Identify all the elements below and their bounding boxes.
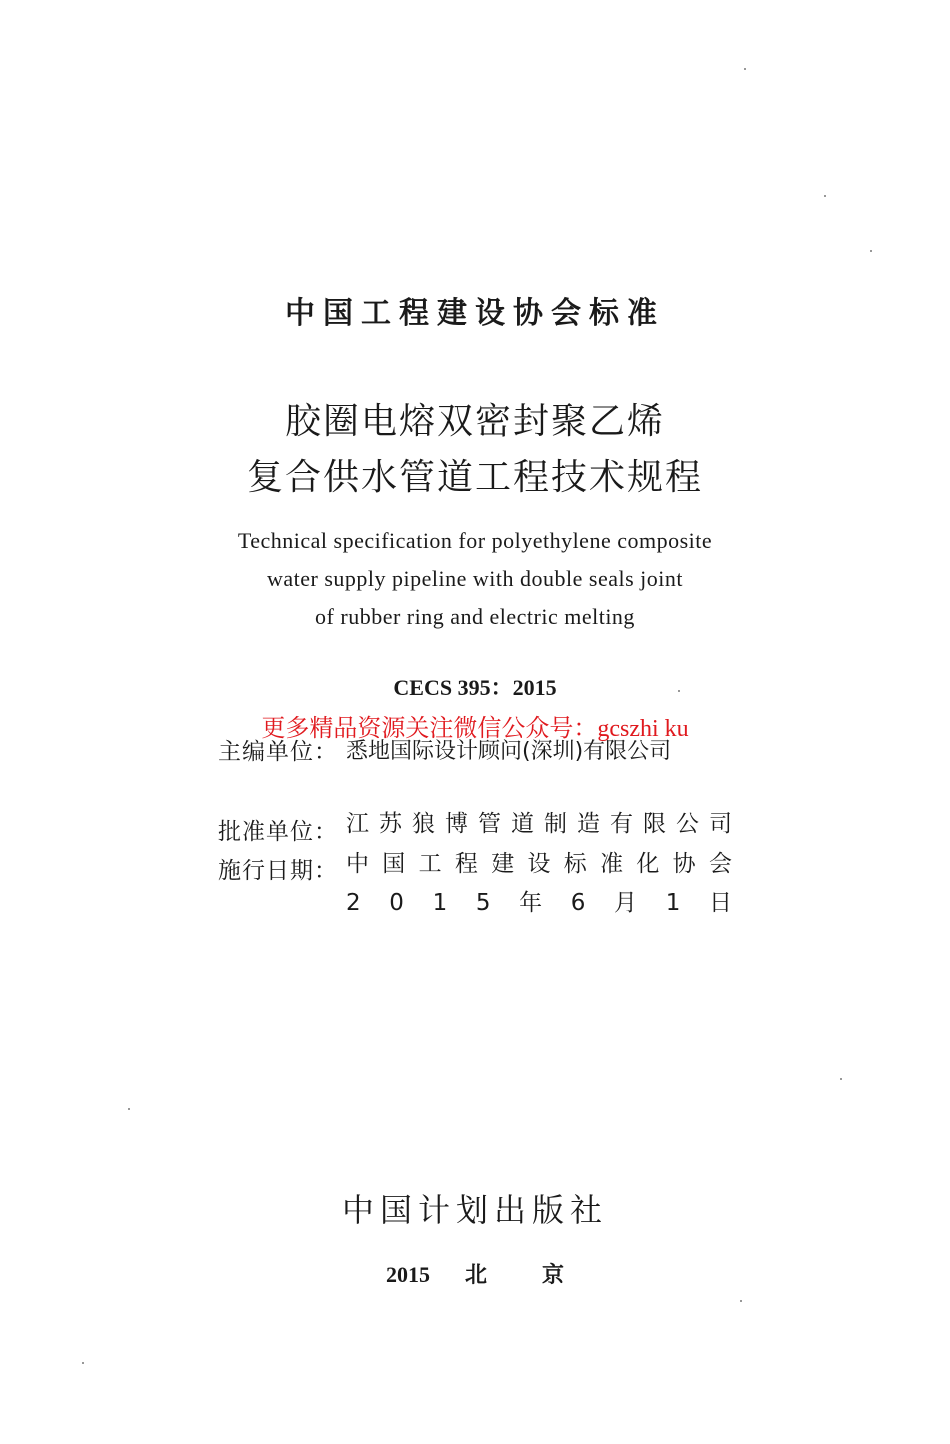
effective-date: 2 0 1 5 年 6 月 1 日 — [346, 890, 732, 916]
title-en-line-3: of rubber ring and electric melting — [315, 604, 635, 629]
title-cn-line-1: 胶圈电熔双密封聚乙烯 — [284, 401, 665, 442]
title-en-line-1: Technical specification for polyethylene composite — [237, 528, 713, 553]
editor-2: 江 苏 狼 博 管 道 制 造 有 限 公 司 — [346, 811, 732, 837]
pub-city-2: 京 — [542, 1262, 565, 1287]
scan-speck — [678, 690, 680, 692]
date-label: 施行日期： — [218, 858, 338, 884]
standard-code: CECS 395：2015 — [393, 675, 557, 700]
title-cn-line-2: 复合供水管道工程技术规程 — [246, 457, 703, 498]
title-en-line-2: water supply pipeline with double seals joint — [267, 566, 683, 591]
pub-city-1: 北 — [464, 1262, 487, 1287]
scan-speck — [82, 1362, 84, 1364]
approval-label: 批准单位： — [218, 819, 338, 845]
editors-label: 主编单位： — [218, 739, 338, 765]
editor-1: 悉地国际设计顾问(深圳)有限公司 — [346, 739, 672, 764]
scan-speck — [744, 68, 746, 70]
scan-speck — [128, 1108, 130, 1110]
scan-speck — [840, 1078, 842, 1080]
association-title: 中国工程建设协会标准 — [285, 296, 665, 331]
publisher: 中国计划出版社 — [341, 1191, 608, 1229]
scan-speck — [824, 195, 826, 197]
approval-unit: 中 国 工 程 建 设 标 准 化 协 会 — [346, 851, 732, 877]
publication-place — [0, 1258, 950, 1289]
pub-year: 2015 — [385, 1262, 430, 1287]
scan-speck — [870, 250, 872, 252]
promo-text: 更多精品资源关注微信公众号：gcszhi ku — [261, 716, 689, 742]
editors-row — [218, 736, 672, 768]
scan-speck — [740, 1300, 742, 1302]
